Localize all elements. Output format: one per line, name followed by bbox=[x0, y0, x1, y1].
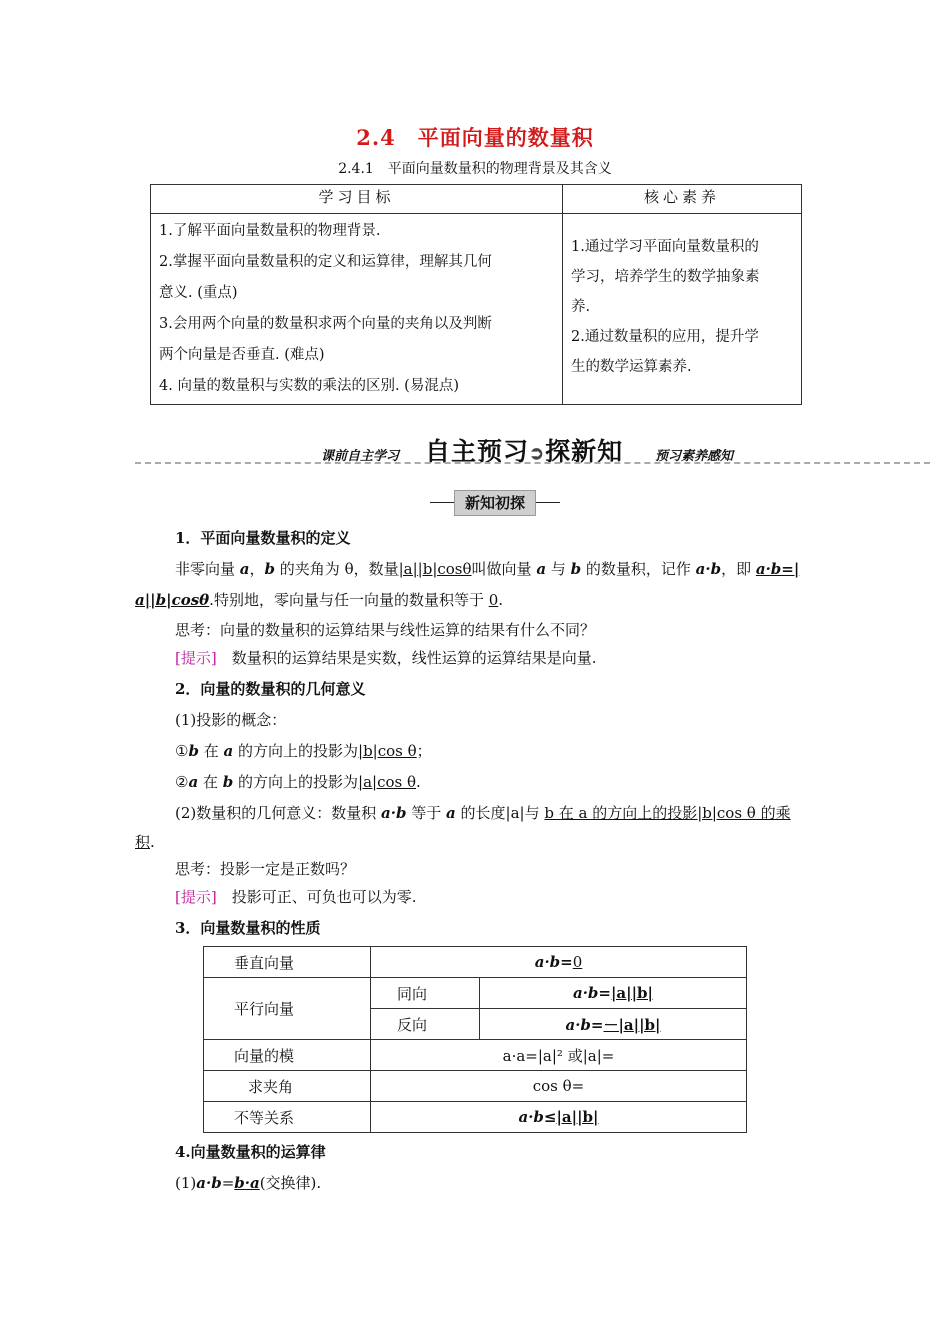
objectives-header-goals: 学习目标 bbox=[151, 185, 563, 214]
section-title: 2.4 平面向量的数量积 bbox=[356, 125, 594, 150]
geometric-meaning-1 bbox=[135, 802, 865, 823]
literacy-line: 2.通过数量积的应用，提升学 bbox=[571, 329, 759, 345]
vec: a bbox=[239, 560, 250, 578]
text: 的方向上的投影为 bbox=[233, 742, 359, 760]
table-row bbox=[204, 978, 747, 1009]
section-badge bbox=[430, 490, 560, 516]
answer-blank: b 在 a 的方向上的投影|b|cos θ 的乘 bbox=[544, 804, 791, 822]
subsection-title: 2.4.1 平面向量数量积的物理背景及其含义 bbox=[338, 161, 612, 177]
text: 的夹角为 θ，数量 bbox=[275, 560, 399, 578]
badge-label: 新知初探 bbox=[454, 490, 536, 516]
objectives-literacy bbox=[563, 214, 802, 405]
vec: a bbox=[536, 560, 547, 578]
banner-main-b: 探新知 bbox=[545, 437, 624, 466]
vec: a·b bbox=[695, 560, 722, 578]
heading-1: 1．平面向量数量积的定义 bbox=[175, 529, 351, 547]
text: = bbox=[221, 1174, 235, 1192]
row-value: a·a=|a|² 或|a|= bbox=[371, 1040, 747, 1071]
formula: a·b bbox=[196, 1174, 222, 1192]
row-label: 平行向量 bbox=[204, 978, 371, 1040]
goal-line: 2.掌握平面向量数量积的定义和运算律，理解其几何 bbox=[159, 254, 492, 270]
objectives-goals bbox=[151, 214, 563, 405]
text: ② bbox=[175, 773, 189, 791]
vec: a bbox=[446, 804, 456, 822]
row-value bbox=[371, 1102, 747, 1133]
objectives-header-literacy: 核心素养 bbox=[563, 185, 802, 214]
literacy-line: 学习，培养学生的数学抽象素 bbox=[571, 269, 760, 285]
table-row bbox=[204, 1040, 747, 1071]
text: 在 bbox=[198, 773, 223, 791]
text: . bbox=[498, 591, 504, 609]
text: 的方向上的投影为 bbox=[233, 773, 359, 791]
vec: b bbox=[188, 742, 199, 760]
row-label: 不等关系 bbox=[204, 1102, 371, 1133]
text: 在 bbox=[198, 742, 224, 760]
text: (1) bbox=[175, 1174, 197, 1192]
formula: a·b= bbox=[534, 953, 573, 971]
heading-3: 3．向量数量积的性质 bbox=[175, 919, 321, 937]
row-label: 垂直向量 bbox=[204, 947, 371, 978]
commutative-law bbox=[135, 1172, 865, 1193]
text: . bbox=[150, 833, 155, 851]
answer-blank: 0 bbox=[572, 953, 583, 971]
answer-blank: b·a bbox=[234, 1174, 260, 1192]
geometric-meaning-2 bbox=[135, 831, 825, 852]
text: ，即 bbox=[721, 560, 756, 578]
row-value: cos θ= bbox=[371, 1071, 747, 1102]
literacy-line: 生的数学运算素养. bbox=[571, 359, 692, 375]
projection-concept: (1)投影的概念： bbox=[175, 711, 287, 729]
text: .特别地，零向量与任一向量的数量积等于 bbox=[209, 591, 489, 609]
row-label: 向量的模 bbox=[204, 1040, 371, 1071]
answer-blank: |a||b| bbox=[556, 1108, 599, 1126]
banner-divider bbox=[135, 462, 930, 464]
tip-text: 投影可正、可负也可以为零. bbox=[216, 888, 417, 906]
text: (2)数量积的几何意义：数量积 bbox=[175, 804, 382, 822]
tip-label: [提示] bbox=[175, 888, 217, 906]
goal-line: 意义. (重点) bbox=[159, 285, 238, 301]
tip-1 bbox=[135, 647, 865, 668]
tip-label: [提示] bbox=[175, 649, 217, 667]
objectives-table bbox=[150, 184, 802, 405]
table-row bbox=[204, 1102, 747, 1133]
text: 与 bbox=[546, 560, 571, 578]
definition-line-2 bbox=[135, 589, 825, 610]
text: 的长度|a|与 bbox=[455, 804, 545, 822]
text: ① bbox=[175, 742, 189, 760]
text: 非零向量 bbox=[175, 560, 240, 578]
heading-2: 2．向量的数量积的几何意义 bbox=[175, 680, 366, 698]
answer-blank: |a|cos θ bbox=[358, 773, 416, 791]
definition-line-1 bbox=[135, 558, 865, 579]
literacy-line: 养. bbox=[571, 299, 591, 315]
table-row bbox=[204, 1071, 747, 1102]
row-label: 求夹角 bbox=[204, 1071, 371, 1102]
projection-b-on-a bbox=[135, 740, 865, 761]
vec: a bbox=[188, 773, 199, 791]
answer-blank: a||b|cosθ bbox=[135, 591, 210, 609]
vec: b bbox=[222, 773, 234, 791]
think-2: 思考：投影一定是正数吗？ bbox=[175, 860, 356, 878]
text: . bbox=[416, 773, 421, 791]
answer-blank: －|a||b| bbox=[603, 1015, 661, 1034]
answer-blank: |a||b| bbox=[610, 984, 654, 1002]
tip-2 bbox=[135, 886, 865, 907]
formula: a·b≤ bbox=[518, 1108, 557, 1126]
text: ， bbox=[249, 560, 265, 578]
think-1: 思考：向量的数量积的运算结果与线性运算的结果有什么不同？ bbox=[175, 621, 596, 639]
properties-table bbox=[203, 946, 747, 1133]
text: ； bbox=[416, 742, 432, 760]
goal-line: 4. 向量的数量积与实数的乘法的区别. (易混点) bbox=[159, 378, 459, 394]
row-value bbox=[480, 1009, 747, 1040]
literacy-line: 1.通过学习平面向量数量积的 bbox=[571, 239, 759, 255]
vec: a·b bbox=[381, 804, 407, 822]
vec: b bbox=[264, 560, 276, 578]
text: 叫做向量 bbox=[471, 560, 537, 578]
goal-line: 两个向量是否垂直. (难点) bbox=[159, 347, 325, 363]
heading-4: 4.向量数量积的运算律 bbox=[175, 1143, 326, 1161]
vec: a bbox=[223, 742, 234, 760]
arrow-circle-icon: ➲ bbox=[529, 443, 546, 464]
text: 等于 bbox=[406, 804, 447, 822]
formula: a·b= bbox=[572, 984, 611, 1002]
answer-blank: 0 bbox=[488, 591, 499, 609]
tip-text: 数量积的运算结果是实数，线性运算的运算结果是向量. bbox=[216, 649, 597, 667]
row-value bbox=[371, 947, 747, 978]
projection-a-on-b bbox=[135, 771, 865, 792]
vec: b bbox=[570, 560, 582, 578]
text: (交换律). bbox=[259, 1174, 322, 1192]
text: 的数量积，记作 bbox=[581, 560, 696, 578]
banner-main-a: 自主预习 bbox=[425, 437, 530, 466]
answer-blank: a·b=| bbox=[755, 560, 800, 578]
formula: a·b= bbox=[565, 1015, 604, 1034]
banner-right-label: 预习素养感知 bbox=[655, 449, 734, 464]
goal-line: 3.会用两个向量的数量积求两个向量的夹角以及判断 bbox=[159, 316, 492, 332]
goal-line: 1.了解平面向量数量积的物理背景. bbox=[159, 223, 381, 239]
table-row bbox=[204, 947, 747, 978]
row-value bbox=[480, 978, 747, 1009]
answer-blank: 积 bbox=[135, 833, 151, 851]
banner-left-label: 课前自主学习 bbox=[321, 449, 400, 464]
answer-blank: |b|cos θ bbox=[358, 742, 417, 760]
row-sublabel: 同向 bbox=[371, 978, 480, 1009]
preview-banner bbox=[135, 432, 930, 466]
row-sublabel: 反向 bbox=[371, 1009, 480, 1040]
answer-blank: |a||b|cosθ bbox=[398, 560, 472, 578]
